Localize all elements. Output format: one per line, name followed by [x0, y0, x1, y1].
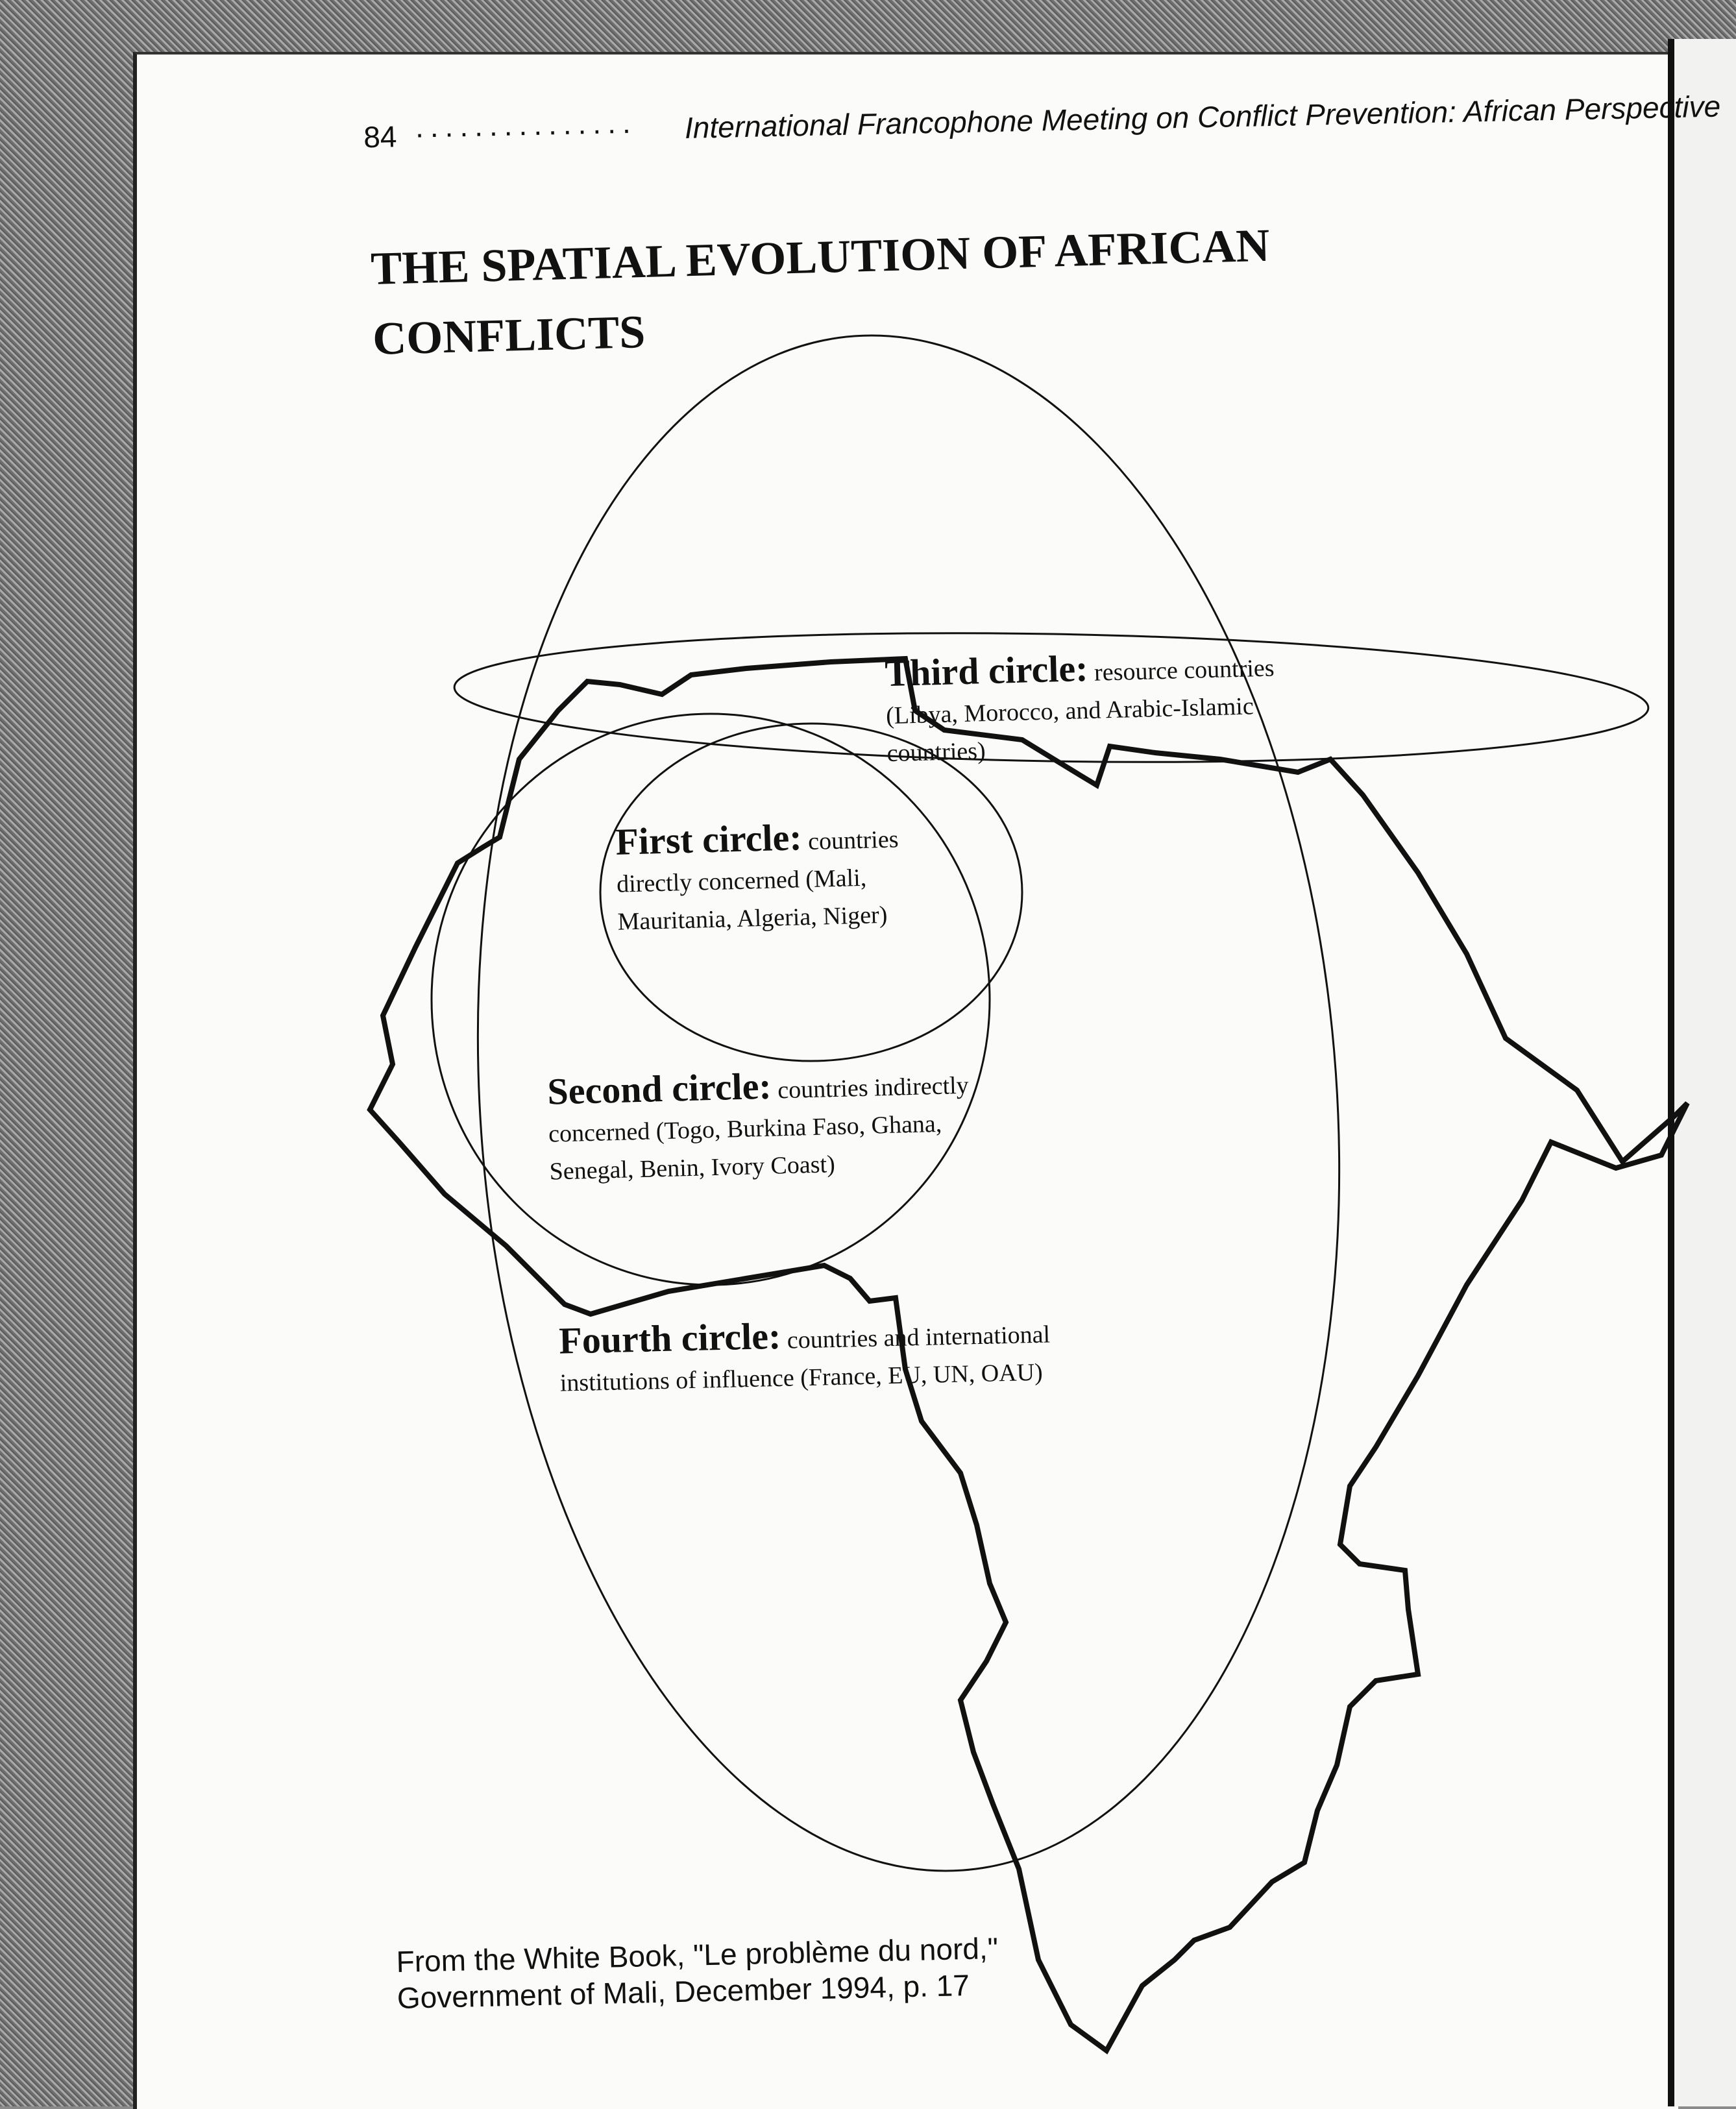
page-number: 84	[363, 119, 397, 154]
first-circle-heading: First circle:	[615, 816, 803, 863]
publication-title: International Francophone Meeting on Conflict Prevention: African Perspective	[684, 89, 1721, 145]
third-circle-label	[885, 643, 1341, 772]
source-line-1: From the White Book, "Le problème du nord,"	[396, 1931, 999, 1979]
third-circle-heading: Third circle:	[884, 647, 1089, 695]
second-circle-heading: Second circle:	[546, 1064, 772, 1113]
first-circle-label	[615, 814, 956, 941]
page-title: THE SPATIAL EVOLUTION OF AFRICAN CONFLICTS	[370, 219, 1271, 365]
first-circle-text: countries directly concerned (Mali, Mauritania, Algeria, Niger)	[616, 825, 899, 936]
leader-dots: ...............	[415, 105, 638, 144]
third-circle-text: resource countries (Libya, Morocco, and Arabic-Islamic countries)	[885, 654, 1275, 768]
fourth-circle-heading: Fourth circle:	[558, 1314, 781, 1362]
second-circle	[432, 714, 990, 1285]
fourth-circle-label	[559, 1310, 1112, 1402]
fourth-circle-text: countries and international institutions of influence (France, EU, UN, OAU)	[559, 1321, 1051, 1397]
source-line-2: Government of Mali, December 1994, p. 17	[397, 1968, 970, 2015]
second-circle-label	[547, 1062, 979, 1190]
second-circle-text: countries indirectly concerned (Togo, Burkina Faso, Ghana, Senegal, Benin, Ivory Coast)	[548, 1071, 970, 1186]
